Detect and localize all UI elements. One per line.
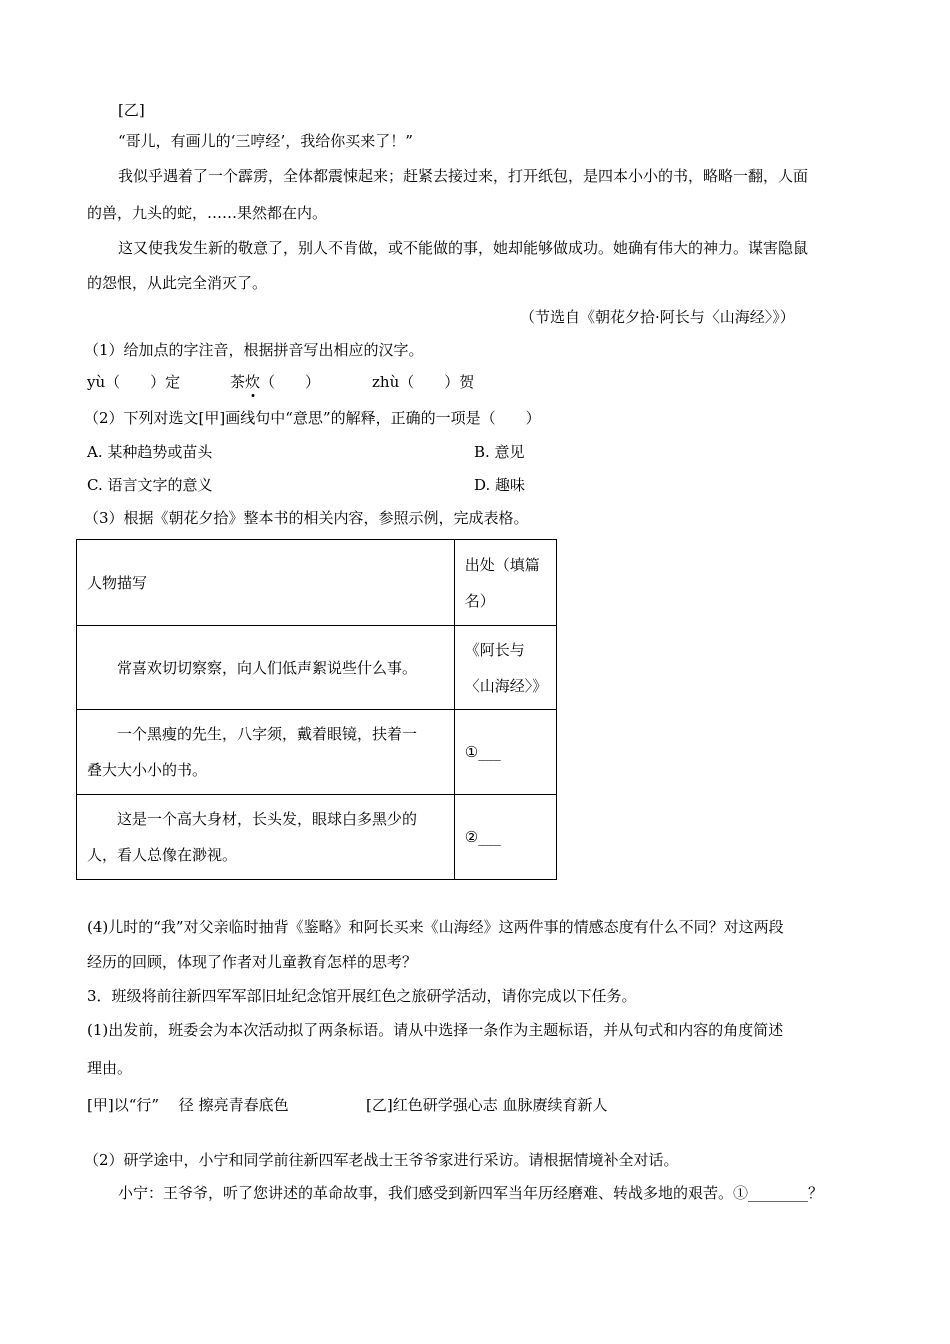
question-1-item-3: zhù（ ）贺 — [372, 373, 475, 391]
task-3-sub-2: （2）研学途中，小宁和同学前往新四军老战士王爷爷家进行采访。请根据情境补全对话。 — [84, 1151, 679, 1169]
table-cell-source-line-1: 《阿长与 — [464, 640, 525, 659]
table-header-source — [454, 540, 556, 626]
question-4-line-1: (4)儿时的“我”对父亲临时抽背《鉴略》和阿长买来《山海经》这两件事的情感态度有什么不同？对这两段 — [87, 918, 784, 936]
passage-paragraph-1-line-2: 的兽，九头的蛇，……果然都在内。 — [87, 204, 328, 222]
table-cell-description-line-2: 叠大大小小的书。 — [87, 761, 208, 779]
passage-paragraph-2-line-2: 的怨恨，从此完全消灭了。 — [87, 274, 268, 292]
table-row — [77, 710, 557, 795]
slogan-yi: [乙]红色研学强心志 血脉赓续育新人 — [366, 1096, 608, 1114]
question-2-option-c[interactable]: C. 语言文字的意义 — [87, 476, 213, 494]
question-1-item-2-pre: 茶 — [230, 373, 246, 391]
passage-label: [乙] — [118, 101, 145, 119]
table-row — [77, 540, 557, 626]
table-cell-description-line-1: 这是一个高大身材，长头发，眼球白多黑少的 — [117, 810, 418, 828]
question-2-option-d[interactable]: D. 趣味 — [474, 476, 526, 494]
emphasized-char: 炊 — [245, 373, 261, 391]
table-row — [77, 626, 557, 710]
question-4-line-2: 经历的回顾，体现了作者对儿童教育怎样的思考？ — [87, 953, 418, 971]
question-2-prompt: （2）下列对选文[甲]画线句中“意思”的解释，正确的一项是（ ） — [84, 409, 541, 427]
dialog-line-1: 小宁：王爷爷，听了您讲述的革命故事，我们感受到新四军当年历经磨难、转战多地的艰苦。①________？ — [118, 1184, 824, 1202]
task-3-sub-1-line-2: 理由。 — [87, 1059, 133, 1077]
question-3-prompt: （3）根据《朝花夕拾》整本书的相关内容，参照示例，完成表格。 — [84, 509, 529, 527]
question-1-item-1: yù（ ）定 — [87, 373, 181, 391]
character-table — [76, 539, 557, 880]
question-1-prompt: （1）给加点的字注音，根据拼音写出相应的汉字。 — [84, 341, 424, 359]
question-1-item-2 — [230, 372, 320, 392]
question-2-option-a[interactable]: A. 某种趋势或苗头 — [87, 443, 213, 461]
table-cell-source — [454, 626, 556, 710]
table-cell-description — [77, 795, 455, 880]
passage-source: （节选自《朝花夕拾·阿长与〈山海经〉》） — [520, 308, 795, 326]
question-1-item-2-post: （ ） — [260, 373, 321, 391]
passage-paragraph-2-line-1: 这又使我发生新的敬意了，别人不肯做，或不能做的事，她却能够做成功。她确有伟大的神力。谋害隐鼠 — [118, 239, 809, 257]
table-header-description: 人物描写 — [77, 540, 455, 626]
table-answer-blank-1[interactable]: ①___ — [454, 710, 556, 795]
task-3-title: 3．班级将前往新四军军部旧址纪念馆开展红色之旅研学活动，请你完成以下任务。 — [87, 987, 637, 1005]
table-cell-description — [77, 710, 455, 795]
table-cell-description-line-1: 一个黑瘦的先生，八字须，戴着眼镜，扶着一 — [117, 725, 418, 743]
passage-paragraph-1-line-1: 我似乎遇着了一个霹雳，全体都震悚起来；赶紧去接过来，打开纸包，是四本小小的书，略略一翻，人面 — [118, 167, 809, 185]
table-answer-blank-2[interactable]: ②___ — [454, 795, 556, 880]
table-header-source-line-1: 出处（填篇 — [464, 555, 540, 574]
passage-quote: “哥儿，有画儿的‘三哼经’，我给你买来了！” — [118, 132, 413, 150]
table-cell-source-line-2: 〈山海经〉》 — [464, 676, 548, 695]
table-cell-description: 常喜欢切切察察，向人们低声絮说些什么事。 — [77, 626, 455, 710]
table-row — [77, 795, 557, 880]
question-2-option-b[interactable]: B. 意见 — [474, 443, 525, 461]
table-header-source-line-2: 名） — [464, 591, 495, 610]
table-cell-description-line-2: 人，看人总像在渺视。 — [87, 846, 238, 864]
slogan-jia: [甲]以“行” 径 擦亮青春底色 — [87, 1096, 289, 1114]
task-3-sub-1-line-1: (1)出发前，班委会为本次活动拟了两条标语。请从中选择一条作为主题标语，并从句式和内容的角度简述 — [87, 1021, 784, 1039]
